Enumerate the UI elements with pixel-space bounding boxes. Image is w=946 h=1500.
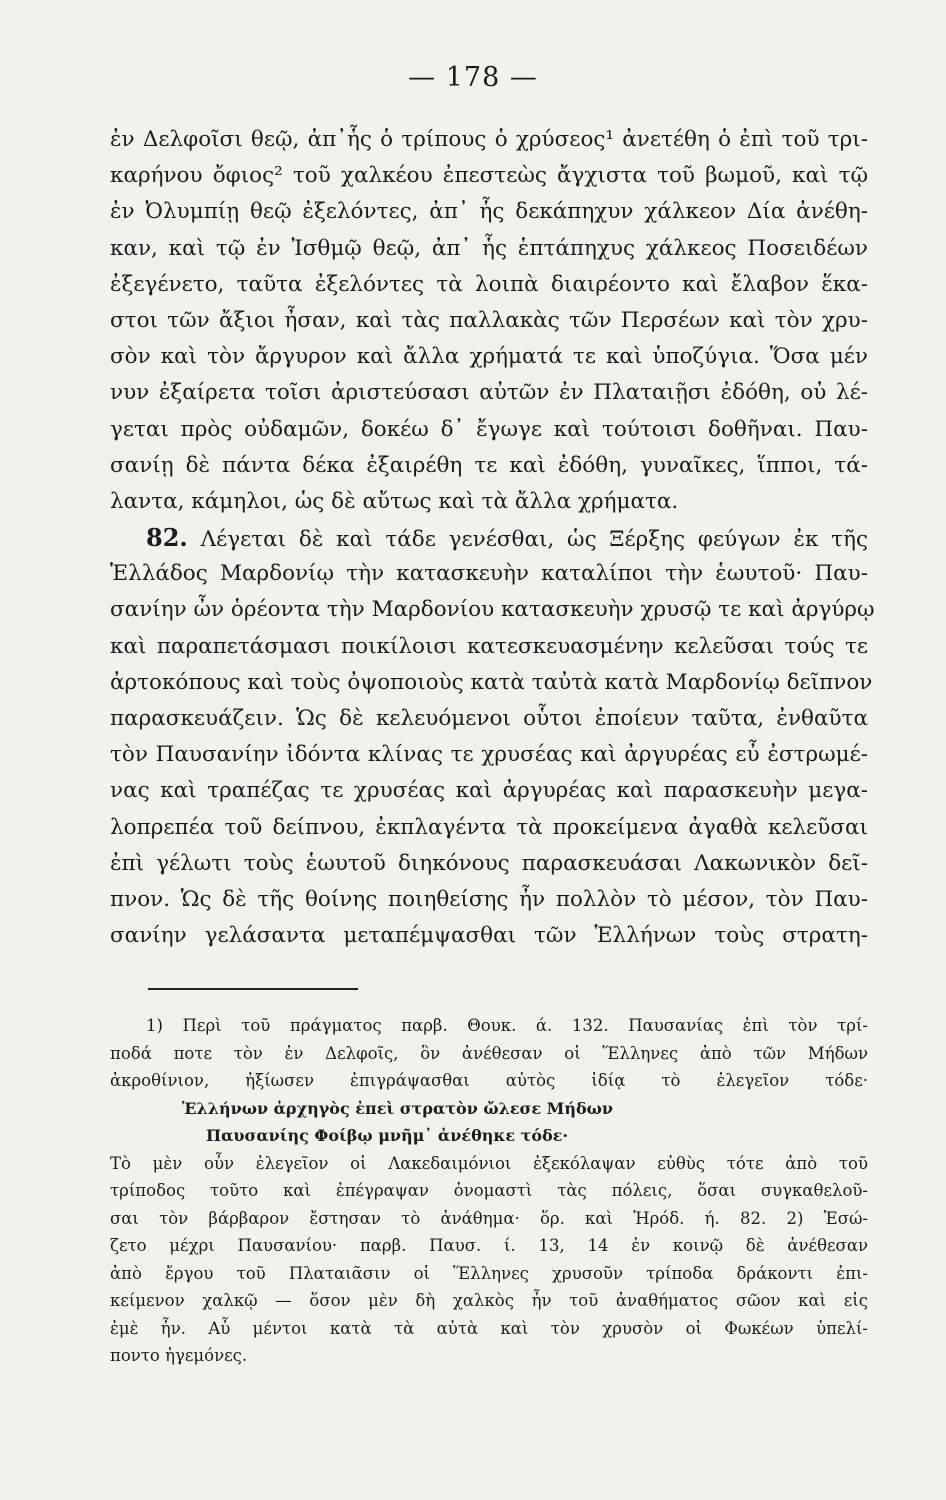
footnote-line: ποδά ποτε τὸν ἐν Δελφοῖς, ὃν ἀνέθεσαν οἱ Ἕλληνες ἀπὸ τῶν Μήδων <box>110 1043 868 1063</box>
text-line: γεται πρὸς οὐδαμῶν, δοκέω δ᾽ ἔγωγε καὶ τούτοισι δοθῆναι. Παυ- <box>110 416 868 442</box>
section-number: 82. <box>146 523 188 553</box>
text-line: πνον. Ὡς δὲ τῆς θοίνης ποιηθείσης ἦν πολλὸν τὸ μέσον, τὸν Παυ- <box>110 886 868 912</box>
text-line: σανίην γελάσαντα μεταπέμψασθαι τῶν Ἑλλήνων τοὺς στρατη- <box>110 923 868 949</box>
epigram-line: Ἑλλήνων ἀρχηγὸς ἐπεὶ στρατὸν ὤλεσε Μήδων <box>182 1098 613 1118</box>
text-line: καν, καὶ τῷ ἐν Ἰσθμῷ θεῷ, ἀπ᾽ ἧς ἑπτάπηχυς χάλκεος Ποσειδέων <box>110 235 868 261</box>
section-first-line <box>110 520 868 556</box>
text-line: σανίην ὦν ὁρέοντα τὴν Μαρδονίου κατασκευὴν χρυσῷ τε καὶ ἀργύρῳ <box>110 597 875 623</box>
text-line: παρασκευάζειν. Ὡς δὲ κελευόμενοι οὗτοι ἐποίευν ταῦτα, ἐνθαῦτα <box>110 706 868 731</box>
footnote-line: σαι τὸν βάρβαρον ἔστησαν τὸ ἀνάθημα· ὅρ. καὶ Ἡρόδ. ή. 82. 2) Ἐσώ- <box>110 1208 868 1228</box>
footnote-line: κείμενον χαλκῷ — ὅσον μὲν δὴ χαλκὸς ἦν τοῦ ἀναθήματος σῶον καὶ εἰς <box>110 1291 868 1310</box>
page-number: — 178 — <box>408 62 538 93</box>
footnote-divider <box>148 988 358 990</box>
footnote-line: ποντο ἡγεμόνες. <box>110 1346 248 1365</box>
text-line: ἐν Ὀλυμπίῃ θεῷ ἐξελόντες, ἀπ᾽ ἧς δεκάπηχυν χάλκεον Δία ἀνέθη- <box>110 199 868 225</box>
main-text <box>110 122 875 954</box>
text-line: Ἑλλάδος Μαρδονίῳ τὴν κατασκευὴν καταλίποι τὴν ἑωυτοῦ· Παυ- <box>110 561 868 587</box>
text-line: νας καὶ τραπέζας τε χρυσέας καὶ ἀργυρέας καὶ παρασκευὴν μεγα- <box>110 778 868 804</box>
text-line: ἀρτοκόπους καὶ τοὺς ὀψοποιοὺς κατὰ ταὐτὰ κατὰ Μαρδονίῳ δεῖπνον <box>110 669 873 695</box>
text-line: λαντα, κάμηλοι, ὡς δὲ αὔτως καὶ τὰ ἄλλα χρήματα. <box>110 488 679 514</box>
footnotes <box>110 1012 868 1370</box>
text-line: καὶ παραπετάσμασι ποικίλοισι κατεσκευασμένην κελεῦσαι τούς τε <box>110 633 868 659</box>
footnote-line: Τὸ μὲν οὖν ἐλεγεῖον οἱ Λακεδαιμόνιοι ἐξεκόλαψαν εὐθὺς τότε ἀπὸ τοῦ <box>110 1153 868 1173</box>
epigram-line: Παυσανίης Φοίβῳ μνῆμ᾽ ἀνέθηκε τόδε· <box>206 1126 569 1145</box>
text-line: στοι τῶν ἄξιοι ἦσαν, καὶ τὰς παλλακὰς τῶν Περσέων καὶ τὸν χρυ- <box>110 307 868 333</box>
footnote-line: τρίποδος τοῦτο καὶ ἐπέγραψαν ὀνομαστὶ τὰς πόλεις, ὅσαι συγκαθελοῦ- <box>110 1181 868 1200</box>
text-line: ἐπὶ γέλωτι τοὺς ἑωυτοῦ διηκόνους παρασκευάσαι Λακωνικὸν δεῖ- <box>110 850 868 876</box>
text-line: ἐξεγένετο, ταῦτα ἐξελόντες τὰ λοιπὰ διαιρέοντο καὶ ἔλαβον ἕκα- <box>110 271 868 297</box>
text-line: λοπρεπέα τοῦ δείπνου, ἐκπλαγέντα τὰ προκείμενα ἀγαθὰ κελεῦσαι <box>110 814 868 840</box>
footnote-line: ἐμὲ ἦν. Αὖ μέντοι κατὰ τὰ αὐτὰ καὶ τὸν χρυσὸν οἱ Φωκέων ὑπελί- <box>110 1318 868 1338</box>
text-line: τὸν Παυσανίην ἰδόντα κλίνας τε χρυσέας καὶ ἀργυρέας εὖ ἐστρωμέ- <box>110 742 868 768</box>
section-line-text: Λέγεται δὲ καὶ τάδε γενέσθαι, ὡς Ξέρξης φεύγων ἐκ τῆς <box>200 527 868 553</box>
footnote-line: 1) Περὶ τοῦ πράγματος παρβ. Θουκ. ά. 132. Παυσανίας ἐπὶ τὸν τρί- <box>146 1016 868 1035</box>
footnote-line: ἀπὸ ἔργου τοῦ Πλαταιᾶσιν οἱ Ἕλληνες χρυσοῦν τρίποδα δράκοντι ἐπι- <box>110 1263 868 1283</box>
footnote-line: ἀκροθίνιον, ἠξίωσεν ἐπιγράψασθαι αὐτὸς ἰδίᾳ τὸ ἐλεγεῖον τόδε· <box>110 1071 868 1090</box>
text-line: καρήνου ὄφιος² τοῦ χαλκέου ἐπεστεὼς ἄγχιστα τοῦ βωμοῦ, καὶ τῷ <box>110 163 868 189</box>
text-line: σὸν καὶ τὸν ἄργυρον καὶ ἄλλα χρήματά τε καὶ ὑποζύγια. Ὅσα μέν <box>110 344 868 370</box>
footnote-line: ζετο μέχρι Παυσανίου· παρβ. Παυσ. ί. 13, 14 ἐν κοινῷ δὲ ἀνέθεσαν <box>110 1236 868 1255</box>
text-line: σανίῃ δὲ πάντα δέκα ἐξαιρέθη τε καὶ ἐδόθη, γυναῖκες, ἵπποι, τά- <box>110 452 868 478</box>
text-line: νυν ἐξαίρετα τοῖσι ἀριστεύσασι αὐτῶν ἐν Πλαταιῇσι ἐδόθη, οὐ λέ- <box>110 380 868 406</box>
text-line: ἐν Δελφοῖσι θεῷ, ἀπ᾽ἧς ὁ τρίπους ὁ χρύσεος¹ ἀνετέθη ὁ ἐπὶ τοῦ τρι- <box>110 127 868 152</box>
